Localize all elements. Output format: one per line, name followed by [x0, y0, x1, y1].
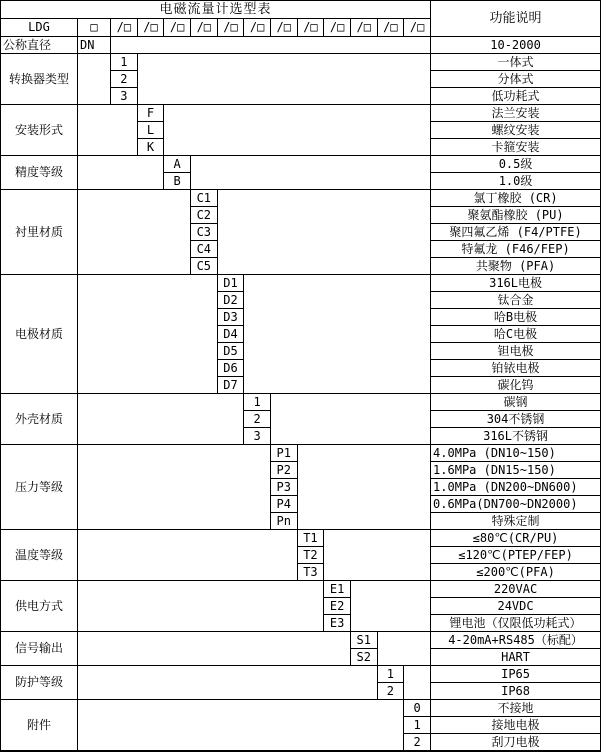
- option-code: D1: [217, 275, 244, 292]
- spacer-cell: [111, 37, 431, 54]
- option-code: 2: [244, 411, 271, 428]
- option-code: T3: [297, 564, 324, 581]
- option-code: 3: [111, 88, 138, 105]
- spacer-cell: [78, 581, 324, 632]
- option-desc: HART: [431, 649, 601, 666]
- spacer-cell: [78, 105, 138, 156]
- spacer-cell: [78, 666, 378, 700]
- group-label: 温度等级: [1, 530, 78, 581]
- code-slot: /□: [137, 19, 164, 37]
- group-label: 外壳材质: [1, 394, 78, 445]
- option-desc: 哈B电极: [431, 309, 601, 326]
- option-code: D7: [217, 377, 244, 394]
- option-code: DN: [78, 37, 111, 54]
- spacer-cell: [297, 445, 430, 530]
- spacer-cell: [350, 581, 430, 632]
- option-code: B: [164, 173, 191, 190]
- spacer-cell: [78, 394, 244, 445]
- option-code: T2: [297, 547, 324, 564]
- option-desc: 1.6MPa (DN15~150): [431, 462, 601, 479]
- spacer-cell: [217, 190, 430, 275]
- option-code: C1: [190, 190, 217, 207]
- option-desc: 0.5级: [431, 156, 601, 173]
- option-desc: 4.0MPa (DN10~150): [431, 445, 601, 462]
- group-row-installation: [1, 105, 601, 122]
- code-slot: /□: [404, 19, 431, 37]
- option-code: D6: [217, 360, 244, 377]
- option-code: P4: [270, 496, 297, 513]
- group-label: 精度等级: [1, 156, 78, 190]
- spacer-cell: [404, 666, 431, 700]
- group-label: 附件: [1, 700, 78, 752]
- option-desc: 一体式: [431, 54, 601, 71]
- option-desc: 聚四氟乙烯 (F4/PTFE): [431, 224, 601, 241]
- group-row-electrode: [1, 275, 601, 292]
- spacer-cell: [78, 700, 404, 752]
- option-desc: 304不锈钢: [431, 411, 601, 428]
- group-row-nominal-diameter: [1, 37, 601, 54]
- option-desc: 24VDC: [431, 598, 601, 615]
- option-desc: 特殊定制: [431, 513, 601, 530]
- option-code: D5: [217, 343, 244, 360]
- option-desc: 钽电极: [431, 343, 601, 360]
- option-desc: 低功耗式: [431, 88, 601, 105]
- option-desc: 4-20mA+RS485（标配）: [431, 632, 601, 649]
- group-row-pressure: [1, 445, 601, 462]
- option-desc: 哈C电极: [431, 326, 601, 343]
- spacer-cell: [78, 530, 298, 581]
- option-code: S2: [350, 649, 377, 666]
- function-column-header: 功能说明: [431, 1, 601, 37]
- option-code: 2: [377, 683, 404, 700]
- group-row-protection: [1, 666, 601, 683]
- code-slot-first: □: [78, 19, 111, 37]
- option-code: C2: [190, 207, 217, 224]
- group-row-signal-output: [1, 632, 601, 649]
- spacer-cell: [324, 530, 431, 581]
- group-label: 信号输出: [1, 632, 78, 666]
- option-code: T1: [297, 530, 324, 547]
- code-slot: /□: [350, 19, 377, 37]
- option-code: 0: [404, 700, 431, 717]
- option-desc: 特氟龙 (F46/FEP): [431, 241, 601, 258]
- option-desc: 碳化钨: [431, 377, 601, 394]
- option-desc: ≤120℃(PTEP/FEP): [431, 547, 601, 564]
- option-desc: IP65: [431, 666, 601, 683]
- group-row-accuracy: [1, 156, 601, 173]
- code-slot: /□: [297, 19, 324, 37]
- option-desc: 铂铱电极: [431, 360, 601, 377]
- option-code: F: [137, 105, 164, 122]
- option-desc: 10-2000: [431, 37, 601, 54]
- option-code: P2: [270, 462, 297, 479]
- option-code: 1: [404, 717, 431, 734]
- option-code: C3: [190, 224, 217, 241]
- group-row-converter-type: [1, 54, 601, 71]
- spacer-cell: [164, 105, 431, 156]
- option-desc: IP68: [431, 683, 601, 700]
- group-label: 压力等级: [1, 445, 78, 530]
- option-code: D2: [217, 292, 244, 309]
- group-label: 供电方式: [1, 581, 78, 632]
- group-row-accessories: [1, 700, 601, 717]
- option-code: D4: [217, 326, 244, 343]
- option-desc: 共聚物 (PFA): [431, 258, 601, 275]
- group-label: 安装形式: [1, 105, 78, 156]
- code-slot: /□: [164, 19, 191, 37]
- option-code: P3: [270, 479, 297, 496]
- group-label: 衬里材质: [1, 190, 78, 275]
- model-prefix: LDG: [1, 19, 78, 37]
- option-desc: 1.0级: [431, 173, 601, 190]
- spacer-cell: [190, 156, 430, 190]
- spacer-cell: [244, 275, 431, 394]
- option-code: D3: [217, 309, 244, 326]
- group-row-power-supply: [1, 581, 601, 598]
- option-code: C5: [190, 258, 217, 275]
- option-desc: 刮刀电极: [431, 734, 601, 752]
- option-desc: 0.6MPa(DN700~DN2000): [431, 496, 601, 513]
- group-row-housing: [1, 394, 601, 411]
- option-desc: 钛合金: [431, 292, 601, 309]
- option-desc: 接地电极: [431, 717, 601, 734]
- spacer-cell: [377, 632, 430, 666]
- group-row-liner: [1, 190, 601, 207]
- option-desc: 螺纹安装: [431, 122, 601, 139]
- option-desc: 220VAC: [431, 581, 601, 598]
- option-code: 1: [244, 394, 271, 411]
- option-desc: 316L电极: [431, 275, 601, 292]
- option-desc: 碳钢: [431, 394, 601, 411]
- code-slot: /□: [190, 19, 217, 37]
- option-desc: 氯丁橡胶 (CR): [431, 190, 601, 207]
- option-desc: 卡箍安装: [431, 139, 601, 156]
- option-desc: 1.0MPa (DN200~DN600): [431, 479, 601, 496]
- option-code: E2: [324, 598, 351, 615]
- option-desc: 法兰安装: [431, 105, 601, 122]
- option-code: S1: [350, 632, 377, 649]
- spacer-cell: [270, 394, 430, 445]
- option-code: E3: [324, 615, 351, 632]
- spacer-cell: [78, 632, 351, 666]
- spacer-cell: [78, 190, 191, 275]
- option-desc: 分体式: [431, 71, 601, 88]
- option-code: C4: [190, 241, 217, 258]
- option-code: K: [137, 139, 164, 156]
- code-slot: /□: [111, 19, 138, 37]
- spacer-cell: [78, 54, 111, 105]
- option-code: L: [137, 122, 164, 139]
- code-slot: /□: [324, 19, 351, 37]
- option-code: 1: [111, 54, 138, 71]
- table-title: 电磁流量计选型表: [1, 1, 431, 19]
- group-label: 转换器类型: [1, 54, 78, 105]
- group-row-temperature: [1, 530, 601, 547]
- option-code: P1: [270, 445, 297, 462]
- option-desc: 聚氨酯橡胶 (PU): [431, 207, 601, 224]
- spacer-cell: [137, 54, 430, 105]
- option-code: 1: [377, 666, 404, 683]
- code-slot: /□: [244, 19, 271, 37]
- group-label: 公称直径: [1, 37, 78, 54]
- option-desc: 锂电池（仅限低功耗式）: [431, 615, 601, 632]
- option-code: 2: [404, 734, 431, 752]
- option-desc: ≤200℃(PFA): [431, 564, 601, 581]
- option-code: 3: [244, 428, 271, 445]
- option-desc: ≤80℃(CR/PU): [431, 530, 601, 547]
- code-slot: /□: [377, 19, 404, 37]
- option-code: E1: [324, 581, 351, 598]
- option-desc: 不接地: [431, 700, 601, 717]
- spacer-cell: [78, 156, 164, 190]
- spacer-cell: [78, 445, 271, 530]
- code-slot: /□: [217, 19, 244, 37]
- option-code: 2: [111, 71, 138, 88]
- group-label: 防护等级: [1, 666, 78, 700]
- spacer-cell: [78, 275, 218, 394]
- option-code: A: [164, 156, 191, 173]
- option-desc: 316L不锈钢: [431, 428, 601, 445]
- option-code: Pn: [270, 513, 297, 530]
- code-slot: /□: [270, 19, 297, 37]
- group-label: 电极材质: [1, 275, 78, 394]
